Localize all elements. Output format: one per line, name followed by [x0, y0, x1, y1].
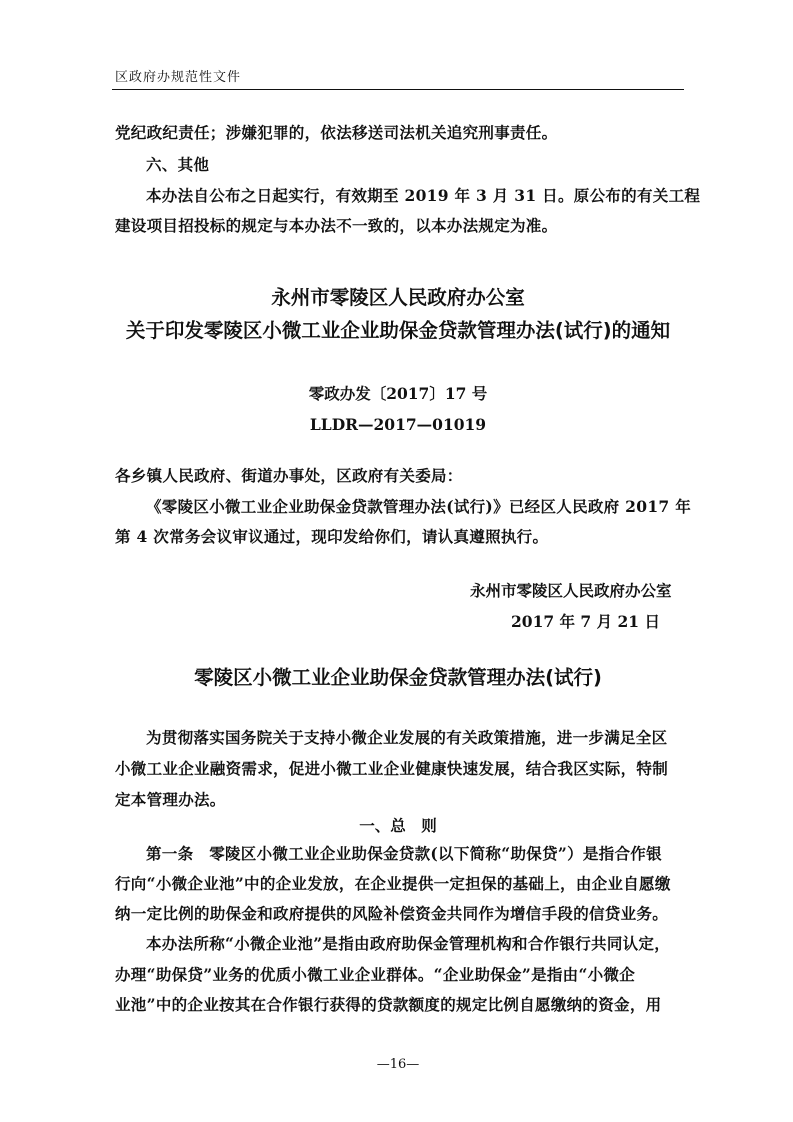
- intro-paragraph-line: 为贯彻落实国务院关于支持小微企业发展的有关政策措施，进一步满足全区: [146, 728, 668, 747]
- issuer-signature: 永州市零陵区人民政府办公室: [470, 581, 672, 600]
- section-heading-other: 六、其他: [146, 155, 210, 174]
- prev-section-text-line: 党纪政纪责任；涉嫌犯罪的，依法移送司法机关追究刑事责任。: [115, 123, 558, 142]
- issue-date: 2017 年 7 月 21 日: [511, 612, 660, 631]
- document-number: 零政办发〔2017〕17 号: [308, 384, 488, 403]
- running-header: 区政府办规范性文件: [115, 70, 242, 85]
- chapter-heading-general: 一、总 则: [359, 816, 437, 835]
- registration-number: LLDR—2017—01019: [309, 415, 487, 434]
- effective-date-paragraph-line: 本办法自公布之日起实行，有效期至 2019 年 3 月 31 日。原公布的有关工程: [146, 186, 701, 205]
- addressee-line: 各乡镇人民政府、街道办事处，区政府有关委局：: [115, 466, 463, 485]
- article-1-line: 纳一定比例的助保金和政府提供的风险补偿资金共同作为增信手段的信贷业务。: [115, 904, 669, 923]
- intro-paragraph-line: 定本管理办法。: [115, 790, 226, 809]
- article-1-line: 第一条 零陵区小微工业企业助保金贷款(以下简称“助保贷”）是指合作银: [146, 844, 662, 863]
- effective-date-paragraph-line: 建设项目招投标的规定与本办法不一致的，以本办法规定为准。: [115, 216, 558, 235]
- notice-body-line: 第 4 次常务会议审议通过，现印发给你们，请认真遵照执行。: [115, 527, 549, 546]
- definition-paragraph-line: 本办法所称“小微企业池”是指由政府助保金管理机构和合作银行共同认定，: [146, 934, 671, 953]
- notice-body-line: 《零陵区小微工业企业助保金贷款管理办法(试行)》已经区人民政府 2017 年: [146, 497, 692, 516]
- definition-paragraph-line: 业池”中的企业按其在合作银行获得的贷款额度的规定比例自愿缴纳的资金，用: [115, 995, 662, 1014]
- header-divider: [112, 89, 684, 90]
- definition-paragraph-line: 办理“助保贷”业务的优质小微工业企业群体。“企业助保金”是指由“小微企: [115, 965, 636, 984]
- page-number: —16—: [376, 1057, 420, 1072]
- article-1-line: 行向“小微企业池”中的企业发放，在企业提供一定担保的基础上，由企业自愿缴: [115, 874, 671, 893]
- measures-title: 零陵区小微工业企业助保金贷款管理办法(试行): [194, 666, 602, 689]
- notice-title: 关于印发零陵区小微工业企业助保金贷款管理办法(试行)的通知: [125, 319, 671, 342]
- intro-paragraph-line: 小微工业企业融资需求，促进小微工业企业健康快速发展，结合我区实际，特制: [115, 759, 669, 778]
- notice-title-issuer: 永州市零陵区人民政府办公室: [271, 286, 525, 309]
